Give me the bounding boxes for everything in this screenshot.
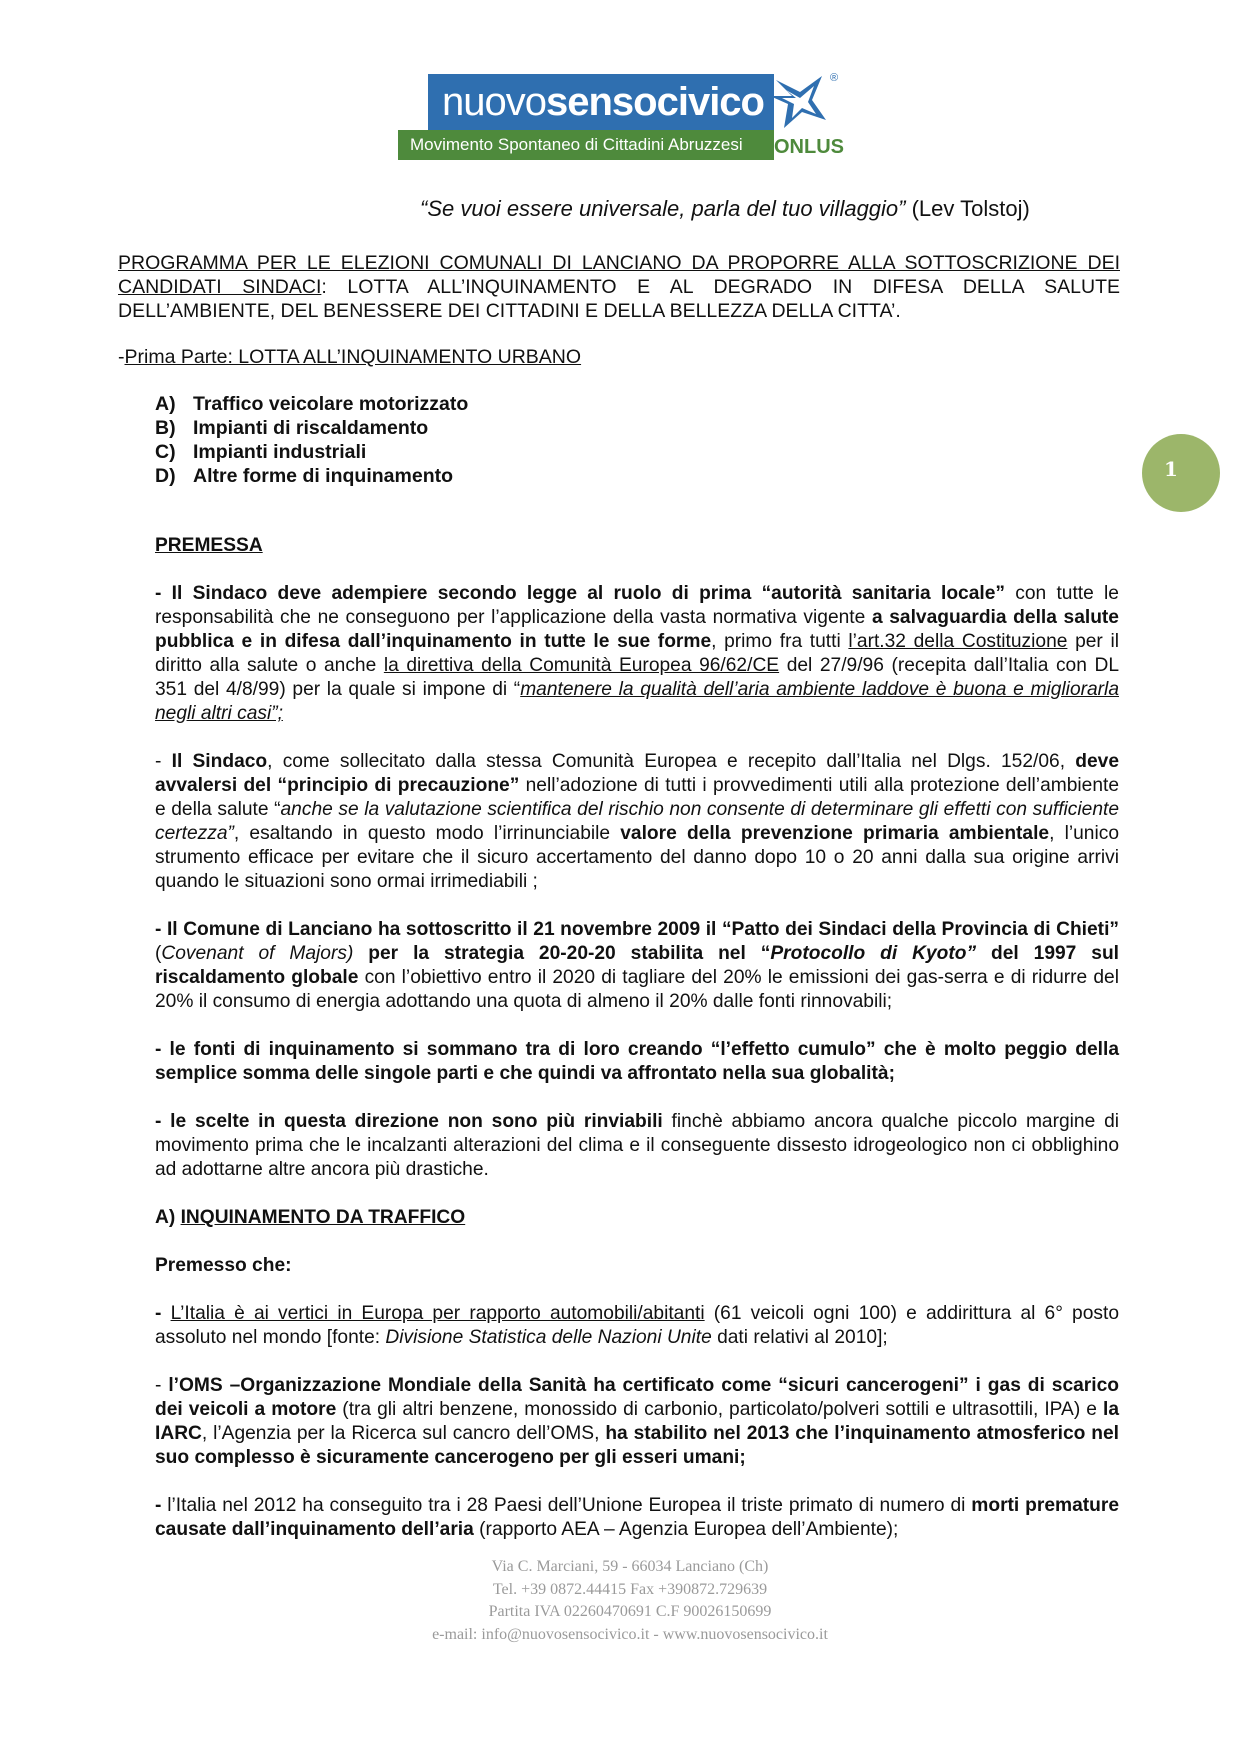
- topics-list: [155, 392, 468, 488]
- part-heading: [118, 346, 581, 369]
- quote-text: “Se vuoi essere universale, parla del tuo villaggio”: [420, 196, 906, 221]
- footer-phone: Tel. +39 0872.44415 Fax +390872.729639: [492, 1580, 768, 1598]
- list-item: [155, 392, 468, 416]
- footer-address: Via C. Marciani, 59 - 66034 Lanciano (Ch): [491, 1558, 769, 1575]
- document-title: [118, 251, 1120, 323]
- page-number-badge: [1142, 434, 1220, 512]
- list-item-label: Altre forme di inquinamento: [193, 465, 454, 487]
- paragraph: - Il Sindaco, come sollecitato dalla stessa Comunità Europea e recepito dall’Italia nel Dlgs. 152/06, deve avvalersi del “principio di precauzione” nell’adozione di tutti i provvedimenti utili alla protezione dell’ambiente e della salute “anche se la valutazione scientifica del rischio non consente di determinare gli effetti con sufficiente certezza”, esaltando in questo modo l’irrinunciabile valore della prevenzione primaria ambientale, l’unico strumento efficace per evitare che il sicuro accertamento del danno dopo 10 o 20 anni dalla sua origine arrivi quando le situazioni sono ormai irrimediabili ;: [155, 751, 1120, 892]
- list-item-label: Impianti di riscaldamento: [193, 417, 429, 439]
- quote-author: (Lev Tolstoj): [911, 196, 1030, 221]
- document-body: [155, 534, 1119, 1542]
- list-item-label: Traffico veicolare motorizzato: [193, 393, 469, 415]
- part-dash: -: [118, 346, 125, 368]
- logo-text-bold: sensocivico: [545, 80, 764, 124]
- paragraph: - le fonti di inquinamento si sommano tra di loro creando “l’effetto cumulo” che è molto peggio della semplice somma delle singole parti e che quindi va affrontato nella sua globalità;: [155, 1039, 1119, 1084]
- part-title: Prima Parte: LOTTA ALL’INQUINAMENTO URBANO: [124, 346, 582, 368]
- section-heading-traffico: A) INQUINAMENTO DA TRAFFICO: [155, 1207, 466, 1228]
- premesso-heading: Premesso che:: [155, 1255, 292, 1276]
- paragraph: - le scelte in questa direzione non sono più rinviabili finchè abbiamo ancora qualche piccolo margine di movimento prima che le incalzanti alterazioni del clima e il conseguente dissesto idrogeologico non ci obblighino ad adottarne altre ancora più drastiche.: [155, 1111, 1120, 1180]
- footer-contact: e-mail: info@nuovosensocivico.it - www.nuovosensocivico.it: [432, 1625, 828, 1643]
- logo-tagline: Movimento Spontaneo di Cittadini Abruzzesi: [398, 130, 774, 160]
- list-item-letter: A): [155, 393, 176, 415]
- footer-vat: Partita IVA 02260470691 C.F 90026150699: [488, 1603, 772, 1620]
- epigraph-quote: [420, 196, 1120, 222]
- list-item: [155, 464, 468, 488]
- page-number: 1: [1164, 457, 1178, 481]
- list-item: [155, 416, 468, 440]
- list-item: [155, 440, 468, 464]
- list-item-label: Impianti industriali: [193, 441, 367, 463]
- page-footer: [380, 1556, 880, 1646]
- registered-mark: ®: [830, 72, 839, 84]
- title-rest: : LOTTA ALL’INQUINAMENTO E AL DEGRADO IN DIFESA DELLA SALUTE DELL’AMBIENTE, DEL BENESSERE DEI CITTADINI E DELLA BELLEZZA DELLA CITTA’.: [118, 276, 1121, 322]
- logo-text-light: nuovo: [442, 80, 546, 124]
- paragraph: - l’Italia nel 2012 ha conseguito tra i 28 Paesi dell’Unione Europea il triste primato di numero di morti premature causate dall’inquinamento dell’aria (rapporto AEA – Agenzia Europea dell’Ambiente);: [155, 1495, 1119, 1540]
- star-icon: [770, 74, 828, 130]
- paragraph: - L’Italia è ai vertici in Europa per rapporto automobili/abitanti (61 veicoli ogni 100) e addirittura al 6° posto assoluto nel mondo [fonte: Divisione Statistica delle Nazioni Unite dati relativi al 2010];: [155, 1303, 1119, 1348]
- logo-wordmark: [428, 74, 774, 130]
- paragraph: - Il Comune di Lanciano ha sottoscritto il 21 novembre 2009 il “Patto dei Sindaci della Provincia di Chieti” (Covenant of Majors) per la strategia 20-20-20 stabilita nel “Protocollo di Kyoto” del 1997 sul riscaldamento globale con l’obiettivo entro il 2020 di tagliare del 20% le emissioni dei gas-serra e di ridurre del 20% il consumo di energia adottando una quota di almeno il 20% dalle fonti rinnovabili;: [155, 919, 1119, 1012]
- paragraph: - l’OMS –Organizzazione Mondiale della Sanità ha certificato come “sicuri cancerogeni” i gas di scarico dei veicoli a motore (tra gli altri benzene, monossido di carbonio, particolato/polveri sottili e ultrasottili, IPA) e la IARC, l’Agenzia per la Ricerca sul cancro dell’OMS, ha stabilito nel 2013 che l’inquinamento atmosferico nel suo complesso è sicuramente cancerogeno per gli esseri umani;: [155, 1375, 1119, 1468]
- section-heading-premessa: PREMESSA: [155, 535, 263, 556]
- list-item-letter: D): [155, 465, 176, 487]
- organization-logo: [398, 72, 844, 164]
- logo-onlus: ONLUS: [774, 136, 844, 158]
- list-item-letter: C): [155, 441, 176, 463]
- list-item-letter: B): [155, 417, 176, 439]
- paragraph: - Il Sindaco deve adempiere secondo legge al ruolo di prima “autorità sanitaria locale” con tutte le responsabilità che ne conseguono per l’applicazione della vasta normativa vigente a salvaguardia della salute pubblica e in difesa dall’inquinamento in tutte le sue forme, primo fra tutti l’art.32 della Costituzione per il diritto alla salute o anche la direttiva della Comunità Europea 96/62/CE del 27/9/96 (recepita dall’Italia con DL 351 del 4/8/99) per la quale si impone di “mantenere la qualità dell’aria ambiente laddove è buona e migliorarla negli altri casi”;: [155, 583, 1120, 724]
- title-underlined: PROGRAMMA PER LE ELEZIONI COMUNALI DI LANCIANO DA PROPORRE ALLA SOTTOSCRIZIONE DEI CANDIDATI SINDACI: [118, 252, 1120, 298]
